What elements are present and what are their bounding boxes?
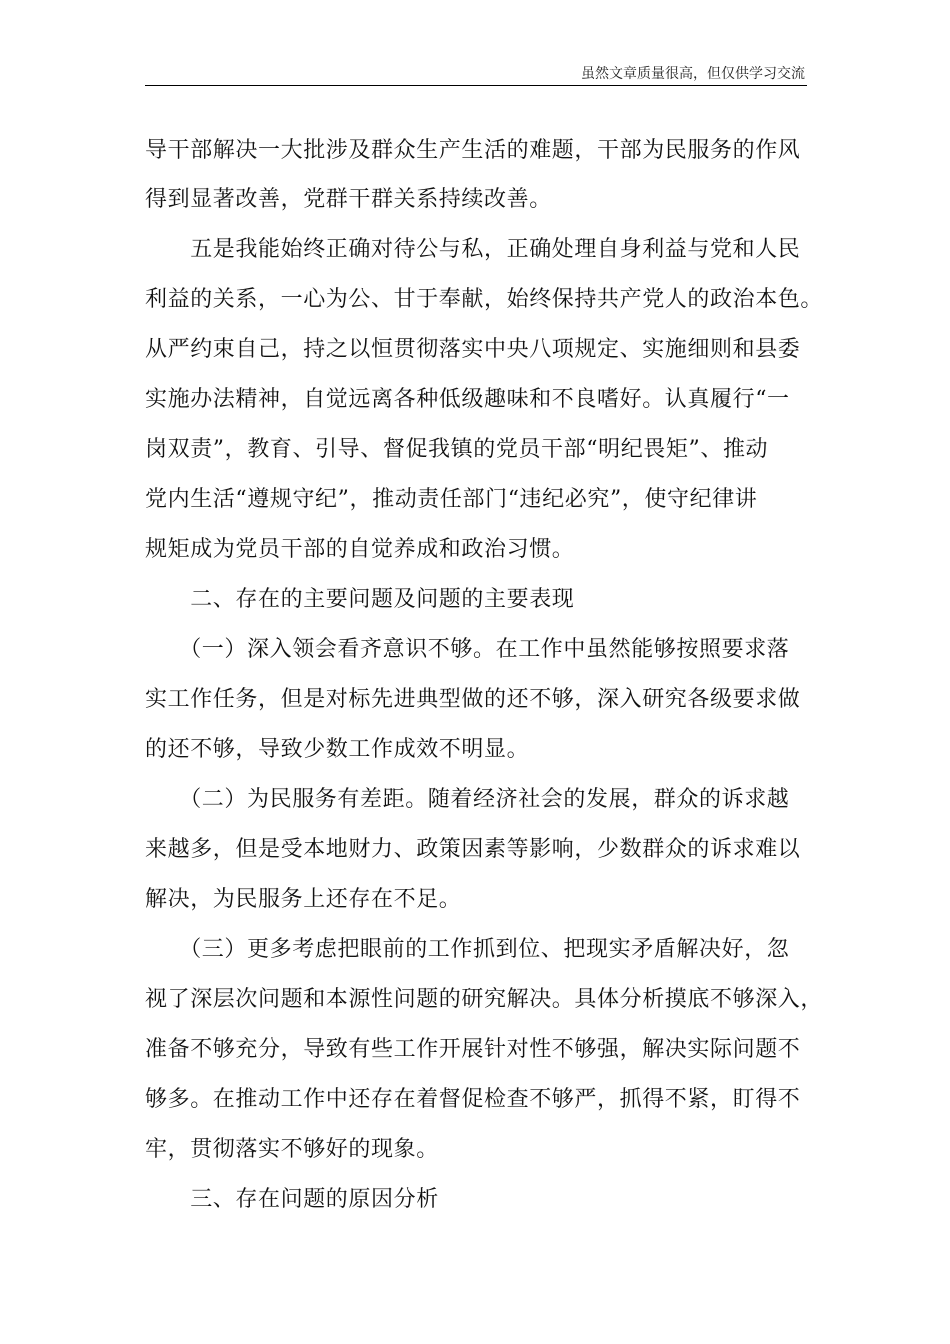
body-line-13: 的还不够，导致少数工作成效不明显。 xyxy=(145,737,530,762)
section-heading-2: 二、存在的主要问题及问题的主要表现 xyxy=(145,587,575,612)
body-line-20: 够多。在推动工作中还存在着督促检查不够严，抓得不紧，盯得不 xyxy=(145,1087,801,1112)
body-line-17: （三）更多考虑把眼前的工作抓到位、把现实矛盾解决好，忽 xyxy=(145,937,790,962)
body-line-3: 五是我能始终正确对待公与私，正确处理自身利益与党和人民 xyxy=(145,237,801,262)
body-line-2: 得到显著改善，党群干群关系持续改善。 xyxy=(145,187,552,212)
body-line-7: 岗双责”，教育、引导、督促我镇的党员干部“明纪畏矩”、推动 xyxy=(145,437,769,462)
body-line-5: 从严约束自己，持之以恒贯彻落实中央八项规定、实施细则和县委 xyxy=(145,337,801,362)
body-line-18: 视了深层次问题和本源性问题的研究解决。具体分析摸底不够深入， xyxy=(145,987,824,1012)
body-line-15: 来越多，但是受本地财力、政策因素等影响，少数群众的诉求难以 xyxy=(145,837,801,862)
body-line-14: （二）为民服务有差距。随着经济社会的发展，群众的诉求越 xyxy=(145,787,790,812)
body-line-16: 解决，为民服务上还存在不足。 xyxy=(145,887,462,912)
section-heading-3: 三、存在问题的原因分析 xyxy=(145,1187,439,1212)
body-line-1: 导干部解决一大批涉及群众生产生活的难题，干部为民服务的作风 xyxy=(145,138,801,163)
body-line-6: 实施办法精神，自觉远离各种低级趣味和不良嗜好。认真履行“一 xyxy=(145,387,790,412)
body-line-21: 牢，贯彻落实不够好的现象。 xyxy=(145,1137,439,1162)
body-line-9: 规矩成为党员干部的自觉养成和政治习惯。 xyxy=(145,537,575,562)
page-header-text: 虽然文章质量很高，但仅供学习交流 xyxy=(581,66,805,82)
body-line-8: 党内生活“遵规守纪”，推动责任部门“违纪必究”，使守纪律讲 xyxy=(145,487,758,512)
body-line-4: 利益的关系，一心为公、甘于奉献，始终保持共产党人的政治本色。 xyxy=(145,287,824,312)
body-line-11: （一）深入领会看齐意识不够。在工作中虽然能够按照要求落 xyxy=(145,637,790,662)
body-line-12: 实工作任务，但是对标先进典型做的还不够，深入研究各级要求做 xyxy=(145,687,801,712)
body-line-19: 准备不够充分，导致有些工作开展针对性不够强，解决实际问题不 xyxy=(145,1037,801,1062)
header-divider xyxy=(145,85,807,86)
